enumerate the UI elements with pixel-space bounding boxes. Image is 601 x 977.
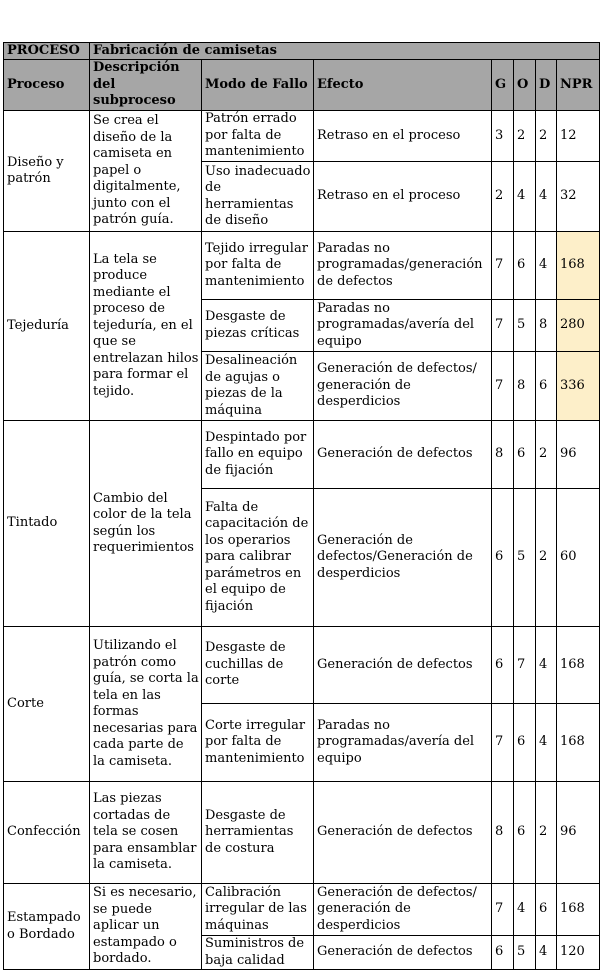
g-cell: 8 — [492, 782, 514, 884]
npr-cell-highlighted: 336 — [557, 352, 600, 421]
o-cell: 6 — [514, 421, 536, 489]
efecto-cell: Generación de defectos — [314, 421, 492, 489]
npr-cell: 12 — [557, 111, 600, 162]
proceso-cell: Tintado — [4, 421, 90, 627]
o-cell: 4 — [514, 162, 536, 232]
g-cell: 3 — [492, 111, 514, 162]
modo-cell: Falta de capacitación de los operarios para calibrar parámetros en el equipo de fijación — [202, 489, 314, 627]
o-cell: 8 — [514, 352, 536, 421]
efecto-cell: Generación de defectos/ generación de desperdicios — [314, 352, 492, 421]
modo-cell: Uso inadecuado de herramientas de diseño — [202, 162, 314, 232]
col-header-proceso: Proceso — [4, 60, 90, 111]
table-row — [4, 232, 600, 300]
o-cell: 6 — [514, 704, 536, 782]
efecto-cell: Generación de defectos — [314, 936, 492, 970]
npr-cell: 96 — [557, 421, 600, 489]
g-cell: 6 — [492, 627, 514, 704]
efecto-cell: Paradas no programadas/avería del equipo — [314, 704, 492, 782]
o-cell: 2 — [514, 111, 536, 162]
g-cell: 7 — [492, 884, 514, 936]
col-header-modo: Modo de Fallo — [202, 60, 314, 111]
process-value: Fabricación de camisetas — [90, 43, 600, 60]
modo-cell: Patrón errado por falta de mantenimiento — [202, 111, 314, 162]
g-cell: 6 — [492, 489, 514, 627]
modo-cell: Tejido irregular por falta de mantenimiento — [202, 232, 314, 300]
d-cell: 4 — [536, 232, 557, 300]
efecto-cell: Retraso en el proceso — [314, 162, 492, 232]
proceso-cell: Corte — [4, 627, 90, 782]
descripcion-cell: Las piezas cortadas de tela se cosen para ensamblar la camiseta. — [90, 782, 202, 884]
fmea-table — [3, 42, 600, 970]
efecto-cell: Generación de defectos/Generación de desperdicios — [314, 489, 492, 627]
o-cell: 4 — [514, 884, 536, 936]
d-cell: 6 — [536, 884, 557, 936]
table-row — [4, 884, 600, 936]
g-cell: 7 — [492, 704, 514, 782]
proceso-cell: Tejeduría — [4, 232, 90, 421]
proceso-cell: Confección — [4, 782, 90, 884]
efecto-cell: Generación de defectos/ generación de desperdicios — [314, 884, 492, 936]
d-cell: 4 — [536, 627, 557, 704]
d-cell: 2 — [536, 782, 557, 884]
col-header-o: O — [514, 60, 536, 111]
npr-cell-highlighted: 168 — [557, 232, 600, 300]
modo-cell: Desgaste de piezas críticas — [202, 300, 314, 352]
g-cell: 7 — [492, 300, 514, 352]
process-label: PROCESO — [4, 43, 90, 60]
npr-cell: 96 — [557, 782, 600, 884]
o-cell: 7 — [514, 627, 536, 704]
o-cell: 6 — [514, 782, 536, 884]
g-cell: 7 — [492, 232, 514, 300]
o-cell: 5 — [514, 936, 536, 970]
npr-cell: 168 — [557, 627, 600, 704]
col-header-g: G — [492, 60, 514, 111]
proceso-cell: Estampado o Bordado — [4, 884, 90, 970]
d-cell: 4 — [536, 162, 557, 232]
modo-cell: Desgaste de cuchillas de corte — [202, 627, 314, 704]
column-header-row — [4, 60, 600, 111]
d-cell: 8 — [536, 300, 557, 352]
modo-cell: Desgaste de herramientas de costura — [202, 782, 314, 884]
o-cell: 5 — [514, 489, 536, 627]
o-cell: 6 — [514, 232, 536, 300]
npr-cell: 168 — [557, 704, 600, 782]
npr-cell-highlighted: 280 — [557, 300, 600, 352]
efecto-cell: Paradas no programadas/avería del equipo — [314, 300, 492, 352]
col-header-d: D — [536, 60, 557, 111]
g-cell: 6 — [492, 936, 514, 970]
col-header-efecto: Efecto — [314, 60, 492, 111]
npr-cell: 32 — [557, 162, 600, 232]
npr-cell: 120 — [557, 936, 600, 970]
modo-cell: Corte irregular por falta de mantenimiento — [202, 704, 314, 782]
descripcion-cell: Si es necesario, se puede aplicar un estampado o bordado. — [90, 884, 202, 970]
g-cell: 2 — [492, 162, 514, 232]
process-header-row — [4, 43, 600, 60]
col-header-descripcion: Descripción del subproceso — [90, 60, 202, 111]
efecto-cell: Generación de defectos — [314, 627, 492, 704]
npr-cell: 60 — [557, 489, 600, 627]
d-cell: 4 — [536, 704, 557, 782]
table-row — [4, 111, 600, 162]
proceso-cell: Diseño y patrón — [4, 111, 90, 232]
npr-cell: 168 — [557, 884, 600, 936]
d-cell: 6 — [536, 352, 557, 421]
g-cell: 7 — [492, 352, 514, 421]
modo-cell: Suministros de baja calidad — [202, 936, 314, 970]
descripcion-cell: Utilizando el patrón como guía, se corta la tela en las formas necesarias para cada parte de la camiseta. — [90, 627, 202, 782]
d-cell: 4 — [536, 936, 557, 970]
efecto-cell: Paradas no programadas/generación de defectos — [314, 232, 492, 300]
modo-cell: Calibración irregular de las máquinas — [202, 884, 314, 936]
o-cell: 5 — [514, 300, 536, 352]
descripcion-cell: Se crea el diseño de la camiseta en papel o digitalmente, junto con el patrón guía. — [90, 111, 202, 232]
descripcion-cell: Cambio del color de la tela según los requerimientos — [90, 421, 202, 627]
modo-cell: Desalineación de agujas o piezas de la máquina — [202, 352, 314, 421]
g-cell: 8 — [492, 421, 514, 489]
table-row — [4, 421, 600, 489]
d-cell: 2 — [536, 489, 557, 627]
descripcion-cell: La tela se produce mediante el proceso de tejeduría, en el que se entrelazan hilos para formar el tejido. — [90, 232, 202, 421]
modo-cell: Despintado por fallo en equipo de fijación — [202, 421, 314, 489]
efecto-cell: Retraso en el proceso — [314, 111, 492, 162]
col-header-npr: NPR — [557, 60, 600, 111]
table-row — [4, 782, 600, 884]
d-cell: 2 — [536, 421, 557, 489]
efecto-cell: Generación de defectos — [314, 782, 492, 884]
table-row — [4, 627, 600, 704]
d-cell: 2 — [536, 111, 557, 162]
